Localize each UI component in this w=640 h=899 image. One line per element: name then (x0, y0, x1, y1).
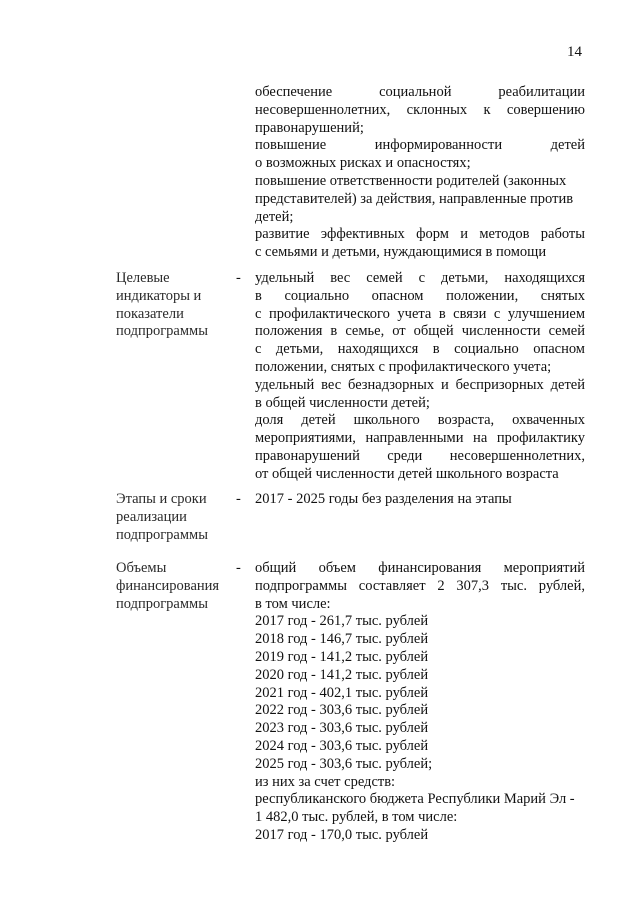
text-line: о возможных рисках и опасностях; (255, 155, 471, 172)
text-line: республиканского бюджета Республики Марий Эл - (255, 791, 575, 808)
text-line: 2018 год - 146,7 тыс. рублей (255, 631, 429, 648)
section-dash: - (236, 560, 241, 576)
text-line: несовершеннолетних, склонных к совершению (255, 101, 585, 118)
section-dash: - (236, 270, 241, 286)
section-label: Целевые индикаторы и показатели подпрограммы (116, 270, 208, 340)
text-line: удельный вес безнадзорных и беспризорных детей (255, 376, 585, 393)
text-line: удельный вес семей с детьми, находящихся (255, 270, 585, 286)
text-line: с профилактического учета в связи с улучшением (255, 305, 585, 322)
text-line: из них за счет средств: (255, 773, 396, 790)
text-line: правонарушений; (255, 119, 364, 136)
section-dash: - (236, 491, 241, 507)
text-line: в том числе: (255, 595, 331, 612)
text-line: 2023 год - 303,6 тыс. рублей (255, 720, 429, 737)
text-line: 2017 - 2025 годы без разделения на этапы (255, 491, 512, 507)
text-line: повышение информированности детей (255, 137, 585, 154)
text-line: 1 482,0 тыс. рублей, в том числе: (255, 809, 458, 826)
section-label: Объемы финансирования подпрограммы (116, 560, 220, 612)
text-line: 2020 год - 141,2 тыс. рублей (255, 666, 429, 683)
text-line: 2022 год - 303,6 тыс. рублей (255, 702, 429, 719)
section-text (255, 270, 585, 484)
page-number: 14 (567, 44, 582, 60)
text-line: детей; (255, 208, 294, 225)
text-line: развитие эффективных форм и методов работы (255, 226, 585, 243)
intro-text (255, 84, 585, 262)
text-line: положения в семье, от общей численности семей (255, 323, 585, 340)
text-line: доля детей школьного возраста, охваченных (255, 412, 585, 429)
text-line: представителей) за действия, направленные против (255, 190, 574, 207)
text-line: правонарушений среди несовершеннолетних, (255, 447, 585, 464)
text-line: общий объем финансирования мероприятий (255, 560, 585, 576)
text-line: повышение ответственности родителей (законных (255, 172, 567, 189)
text-line: 2017 год - 170,0 тыс. рублей (255, 826, 429, 843)
section-text (255, 560, 585, 845)
text-line: в социально опасном положении, снятых (255, 287, 585, 304)
section-label: Этапы и сроки реализации подпрограммы (116, 491, 208, 543)
text-line: с семьями и детьми, нуждающимися в помощи (255, 244, 547, 261)
text-line: 2025 год - 303,6 тыс. рублей; (255, 755, 433, 772)
text-line: мероприятиями, направленными на профилактику (255, 430, 585, 447)
section-text (255, 491, 585, 509)
text-line: обеспечение социальной реабилитации (255, 84, 585, 100)
text-line: 2019 год - 141,2 тыс. рублей (255, 648, 429, 665)
text-line: в общей численности детей; (255, 394, 430, 411)
text-line: 2024 год - 303,6 тыс. рублей (255, 737, 429, 754)
text-line: 2017 год - 261,7 тыс. рублей (255, 613, 429, 630)
text-line: от общей численности детей школьного возраста (255, 465, 559, 482)
text-line: 2021 год - 402,1 тыс. рублей (255, 684, 429, 701)
text-line: подпрограммы составляет 2 307,3 тыс. рублей, (255, 577, 585, 594)
text-line: положении, снятых с профилактического учета; (255, 358, 552, 375)
text-line: с детьми, находящихся в социально опасном (255, 341, 585, 358)
